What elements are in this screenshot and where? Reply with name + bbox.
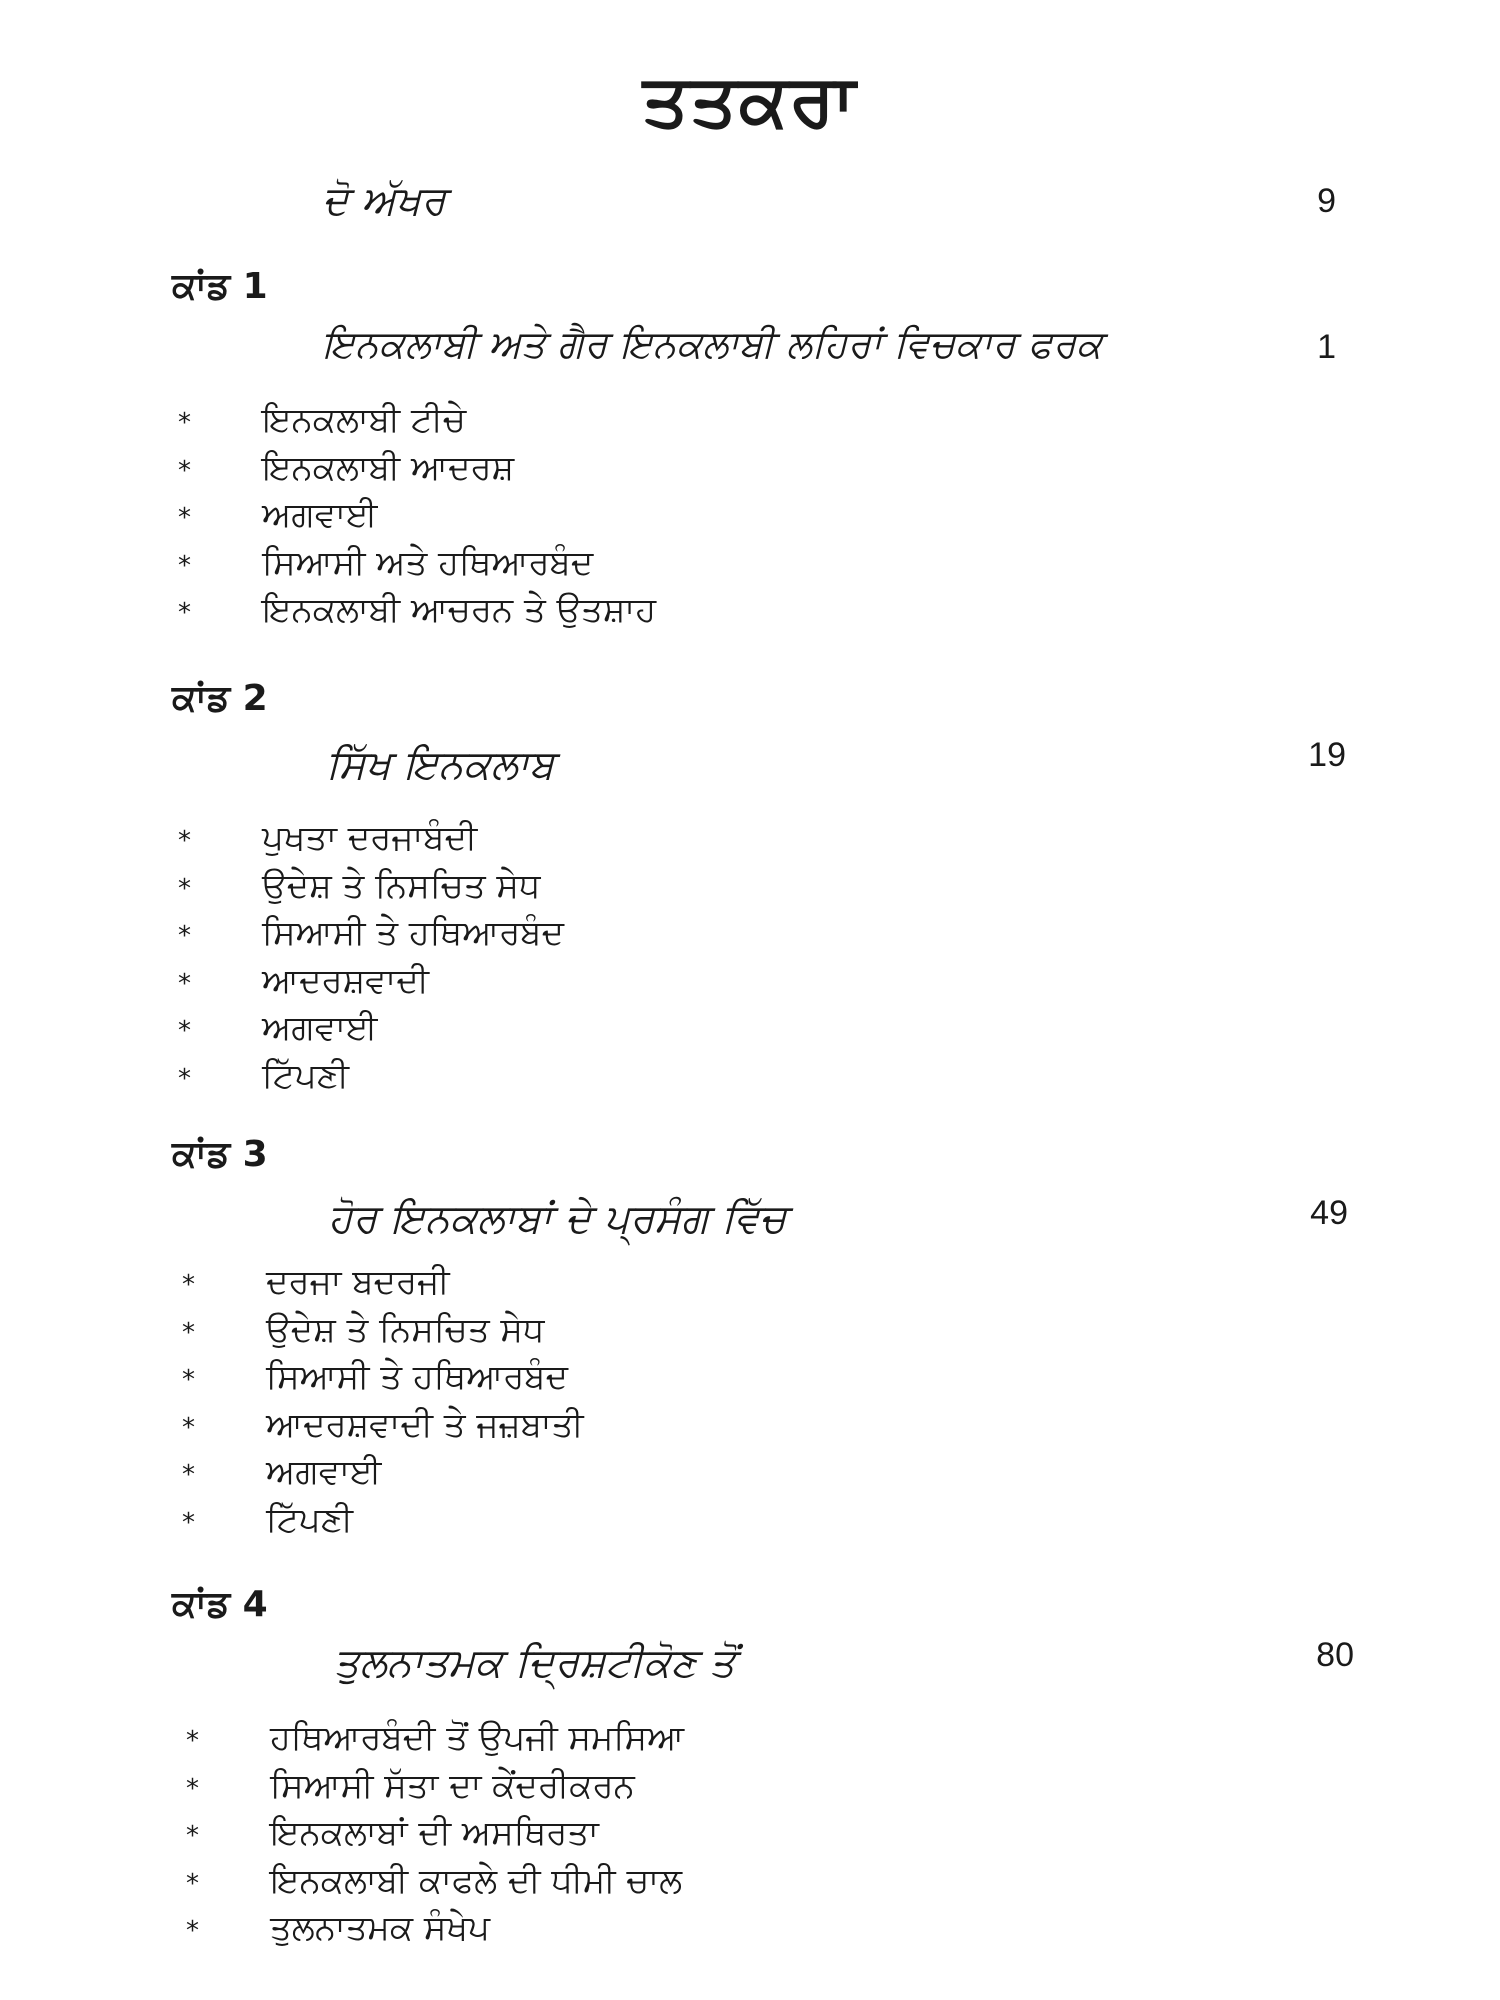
bullet-star: * [186, 1821, 199, 1851]
chapter-2-heading: ਕਾਂਡ 2 [172, 678, 268, 719]
toc-item-text: ਅਗਵਾਈ [262, 495, 378, 535]
chapter-2-title: ਸਿੱਖ ਇਨਕਲਾਬ [326, 742, 555, 788]
toc-item-text: ਉਦੇਸ਼ ਤੇ ਨਿਸਚਿਤ ਸੇਧ [262, 865, 541, 906]
toc-item-text: ਇਨਕਲਾਬੀ ਟੀਚੇ [262, 400, 466, 440]
chapter-1-heading: ਕਾਂਡ 1 [172, 266, 268, 307]
bullet-star: * [178, 968, 191, 999]
bullet-star: * [186, 1916, 199, 1946]
toc-item-text: ਟਿੱਪਣੀ [266, 1499, 354, 1540]
bullet-star: * [186, 1868, 199, 1899]
bullet-star: * [178, 873, 191, 904]
toc-item-text: ਦਰਜਾ ਬਦਰਜੀ [266, 1262, 450, 1302]
chapter-1-page-number: 1 [1317, 328, 1336, 366]
toc-item-text: ਆਦਰਸ਼ਵਾਦੀ ਤੇ ਜਜ਼ਬਾਤੀ [266, 1404, 584, 1445]
toc-item-text: ਸਿਆਸੀ ਤੇ ਹਥਿਆਰਬੰਦ [262, 913, 565, 953]
toc-item-text: ਅਗਵਾਈ [262, 1008, 378, 1048]
page-title: ਤਤਕਰਾ [642, 58, 858, 142]
bullet-star: * [182, 1412, 195, 1443]
chapter-4-heading: ਕਾਂਡ 4 [172, 1584, 268, 1625]
toc-item-text: ਅਗਵਾਈ [266, 1452, 382, 1492]
bullet-star: * [186, 1773, 199, 1804]
bullet-star: * [178, 455, 191, 486]
bullet-star: * [182, 1365, 195, 1395]
bullet-star: * [178, 598, 191, 628]
bullet-star: * [182, 1507, 195, 1538]
bullet-star: * [178, 550, 191, 581]
intro-title: ਦੋ ਅੱਖਰ [322, 178, 446, 224]
toc-item-text: ਆਦਰਸ਼ਵਾਦੀ [262, 960, 429, 1001]
intro-page-number: 9 [1317, 182, 1336, 220]
toc-item-text: ਇਨਕਲਾਬੀ ਆਚਰਨ ਤੇ ਉਤਸ਼ਾਹ [262, 590, 657, 630]
bullet-star: * [182, 1460, 195, 1490]
chapter-2-page-number: 19 [1308, 736, 1346, 774]
chapter-4-page-number: 80 [1316, 1636, 1354, 1674]
toc-item-text: ਇਨਕਲਾਬੀ ਆਦਰਸ਼ [262, 447, 515, 488]
chapter-4-title: ਤੁਲਨਾਤਮਕ ਦ੍ਰਿਸ਼ਟੀਕੋਣ ਤੋਂ [334, 1640, 736, 1686]
bullet-star: * [182, 1270, 195, 1300]
bullet-star: * [178, 1016, 191, 1046]
chapter-3-heading: ਕਾਂਡ 3 [172, 1134, 268, 1175]
toc-item-text: ਤੁਲਨਾਤਮਕ ਸੰਖੇਪ [270, 1908, 490, 1948]
bullet-star: * [178, 503, 191, 533]
toc-item-text: ਇਨਕਲਾਬੀ ਕਾਫਲੇ ਦੀ ਧੀਮੀ ਚਾਲ [270, 1860, 683, 1901]
toc-item-text: ਉਦੇਸ਼ ਤੇ ਨਿਸਚਿਤ ਸੇਧ [266, 1309, 545, 1350]
bullet-star: * [178, 408, 191, 438]
toc-item-text: ਹਥਿਆਰਬੰਦੀ ਤੋਂ ਉਪਜੀ ਸਮਸਿਆ [270, 1718, 685, 1758]
chapter-1-title: ਇਨਕਲਾਬੀ ਅਤੇ ਗੈਰ ਇਨਕਲਾਬੀ ਲਹਿਰਾਂ ਵਿਚਕਾਰ ਫਰਕ [322, 322, 1103, 366]
bullet-star: * [178, 921, 191, 951]
toc-item-text: ਸਿਆਸੀ ਸੱਤਾ ਦਾ ਕੇਂਦਰੀਕਰਨ [270, 1765, 635, 1806]
bullet-star: * [178, 1063, 191, 1094]
toc-item-text: ਇਨਕਲਾਬਾਂ ਦੀ ਅਸਥਿਰਤਾ [270, 1813, 599, 1853]
chapter-3-page-number: 49 [1310, 1194, 1348, 1232]
toc-item-text: ਟਿੱਪਣੀ [262, 1055, 350, 1096]
toc-item-text: ਪੁਖਤਾ ਦਰਜਾਬੰਦੀ [262, 818, 478, 858]
bullet-star: * [178, 826, 191, 856]
bullet-star: * [186, 1726, 199, 1756]
bullet-star: * [182, 1317, 195, 1348]
chapter-3-title: ਹੋਰ ਇਨਕਲਾਬਾਂ ਦੇ ਪ੍ਰਸੰਗ ਵਿੱਚ [328, 1196, 787, 1242]
toc-item-text: ਸਿਆਸੀ ਤੇ ਹਥਿਆਰਬੰਦ [266, 1357, 569, 1397]
toc-item-text: ਸਿਆਸੀ ਅਤੇ ਹਥਿਆਰਬੰਦ [262, 542, 594, 583]
